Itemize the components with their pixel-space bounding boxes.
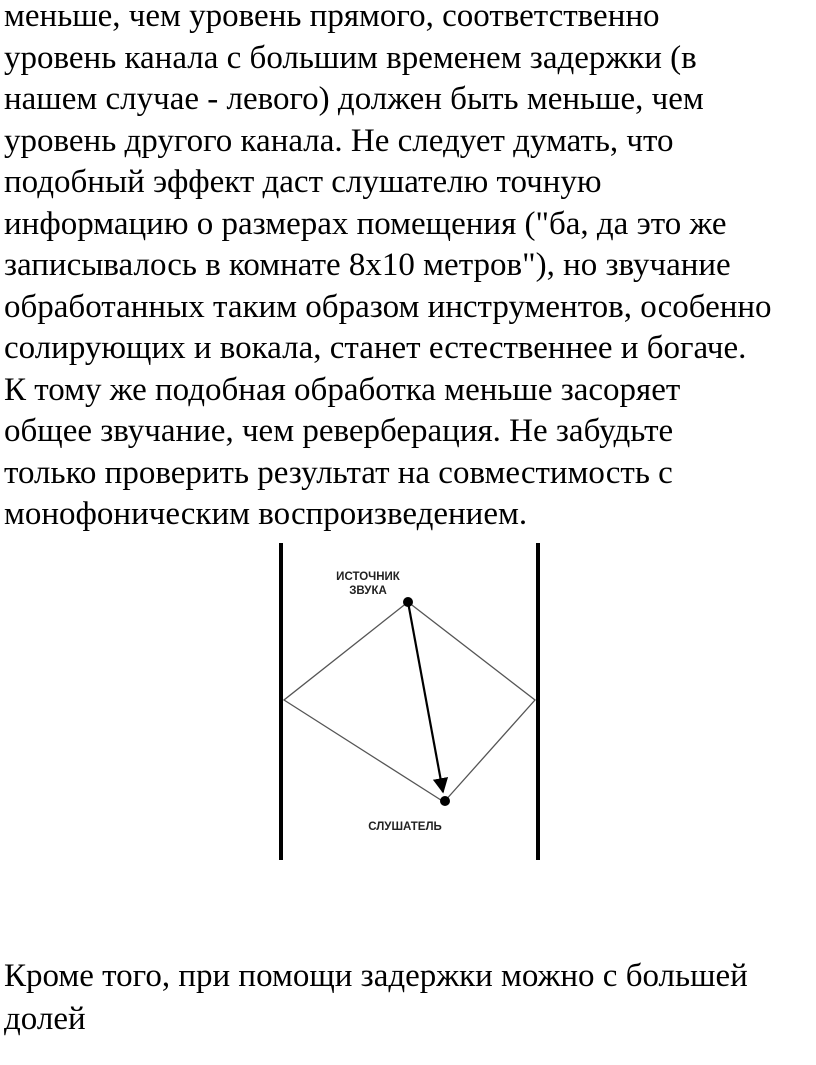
paragraph-bottom <box>4 955 816 1041</box>
text-line: записывалось в комнате 8х10 метров"), но звучание <box>4 247 731 283</box>
text-line: долей <box>4 1001 86 1037</box>
sound-source-point <box>403 597 413 607</box>
paragraph-top <box>4 0 816 536</box>
text-line: меньше, чем уровень прямого, соответственно <box>4 0 660 34</box>
listener-point <box>440 796 450 806</box>
source-label-line1: ИСТОЧНИК <box>336 571 400 583</box>
text-line: уровень канала с большим временем задержки (в <box>4 39 697 76</box>
listener-label: СЛУШАТЕЛЬ <box>368 821 442 833</box>
text-line: монофоническим воспроизведением. <box>4 496 528 532</box>
text-line: Кроме того, при помощи задержки можно с большей <box>4 958 748 994</box>
text-line: подобный эффект даст слушателю точную <box>4 164 602 200</box>
text-line: солирующих и вокала, станет естественнее и богаче. <box>4 330 747 366</box>
text-line: К тому же подобная обработка меньше засоряет <box>4 371 681 408</box>
source-label-line2: ЗВУКА <box>349 585 387 597</box>
left-reflection-path <box>284 602 444 802</box>
text-line: только проверить результат на совместимость с <box>4 454 673 491</box>
text-line: информацию о размерах помещения ("ба, да это же <box>4 205 727 242</box>
text-line: уровень другого канала. Не следует думать, что <box>4 122 674 159</box>
direct-sound-arrow <box>408 602 443 792</box>
sound-reflection-diagram <box>270 540 560 870</box>
text-line: обработанных таким образом инструментов, особенно <box>4 288 772 325</box>
text-line: нашем случае - левого) должен быть меньше, чем <box>4 81 704 117</box>
text-line: общее звучание, чем реверберация. Не забудьте <box>4 413 674 449</box>
